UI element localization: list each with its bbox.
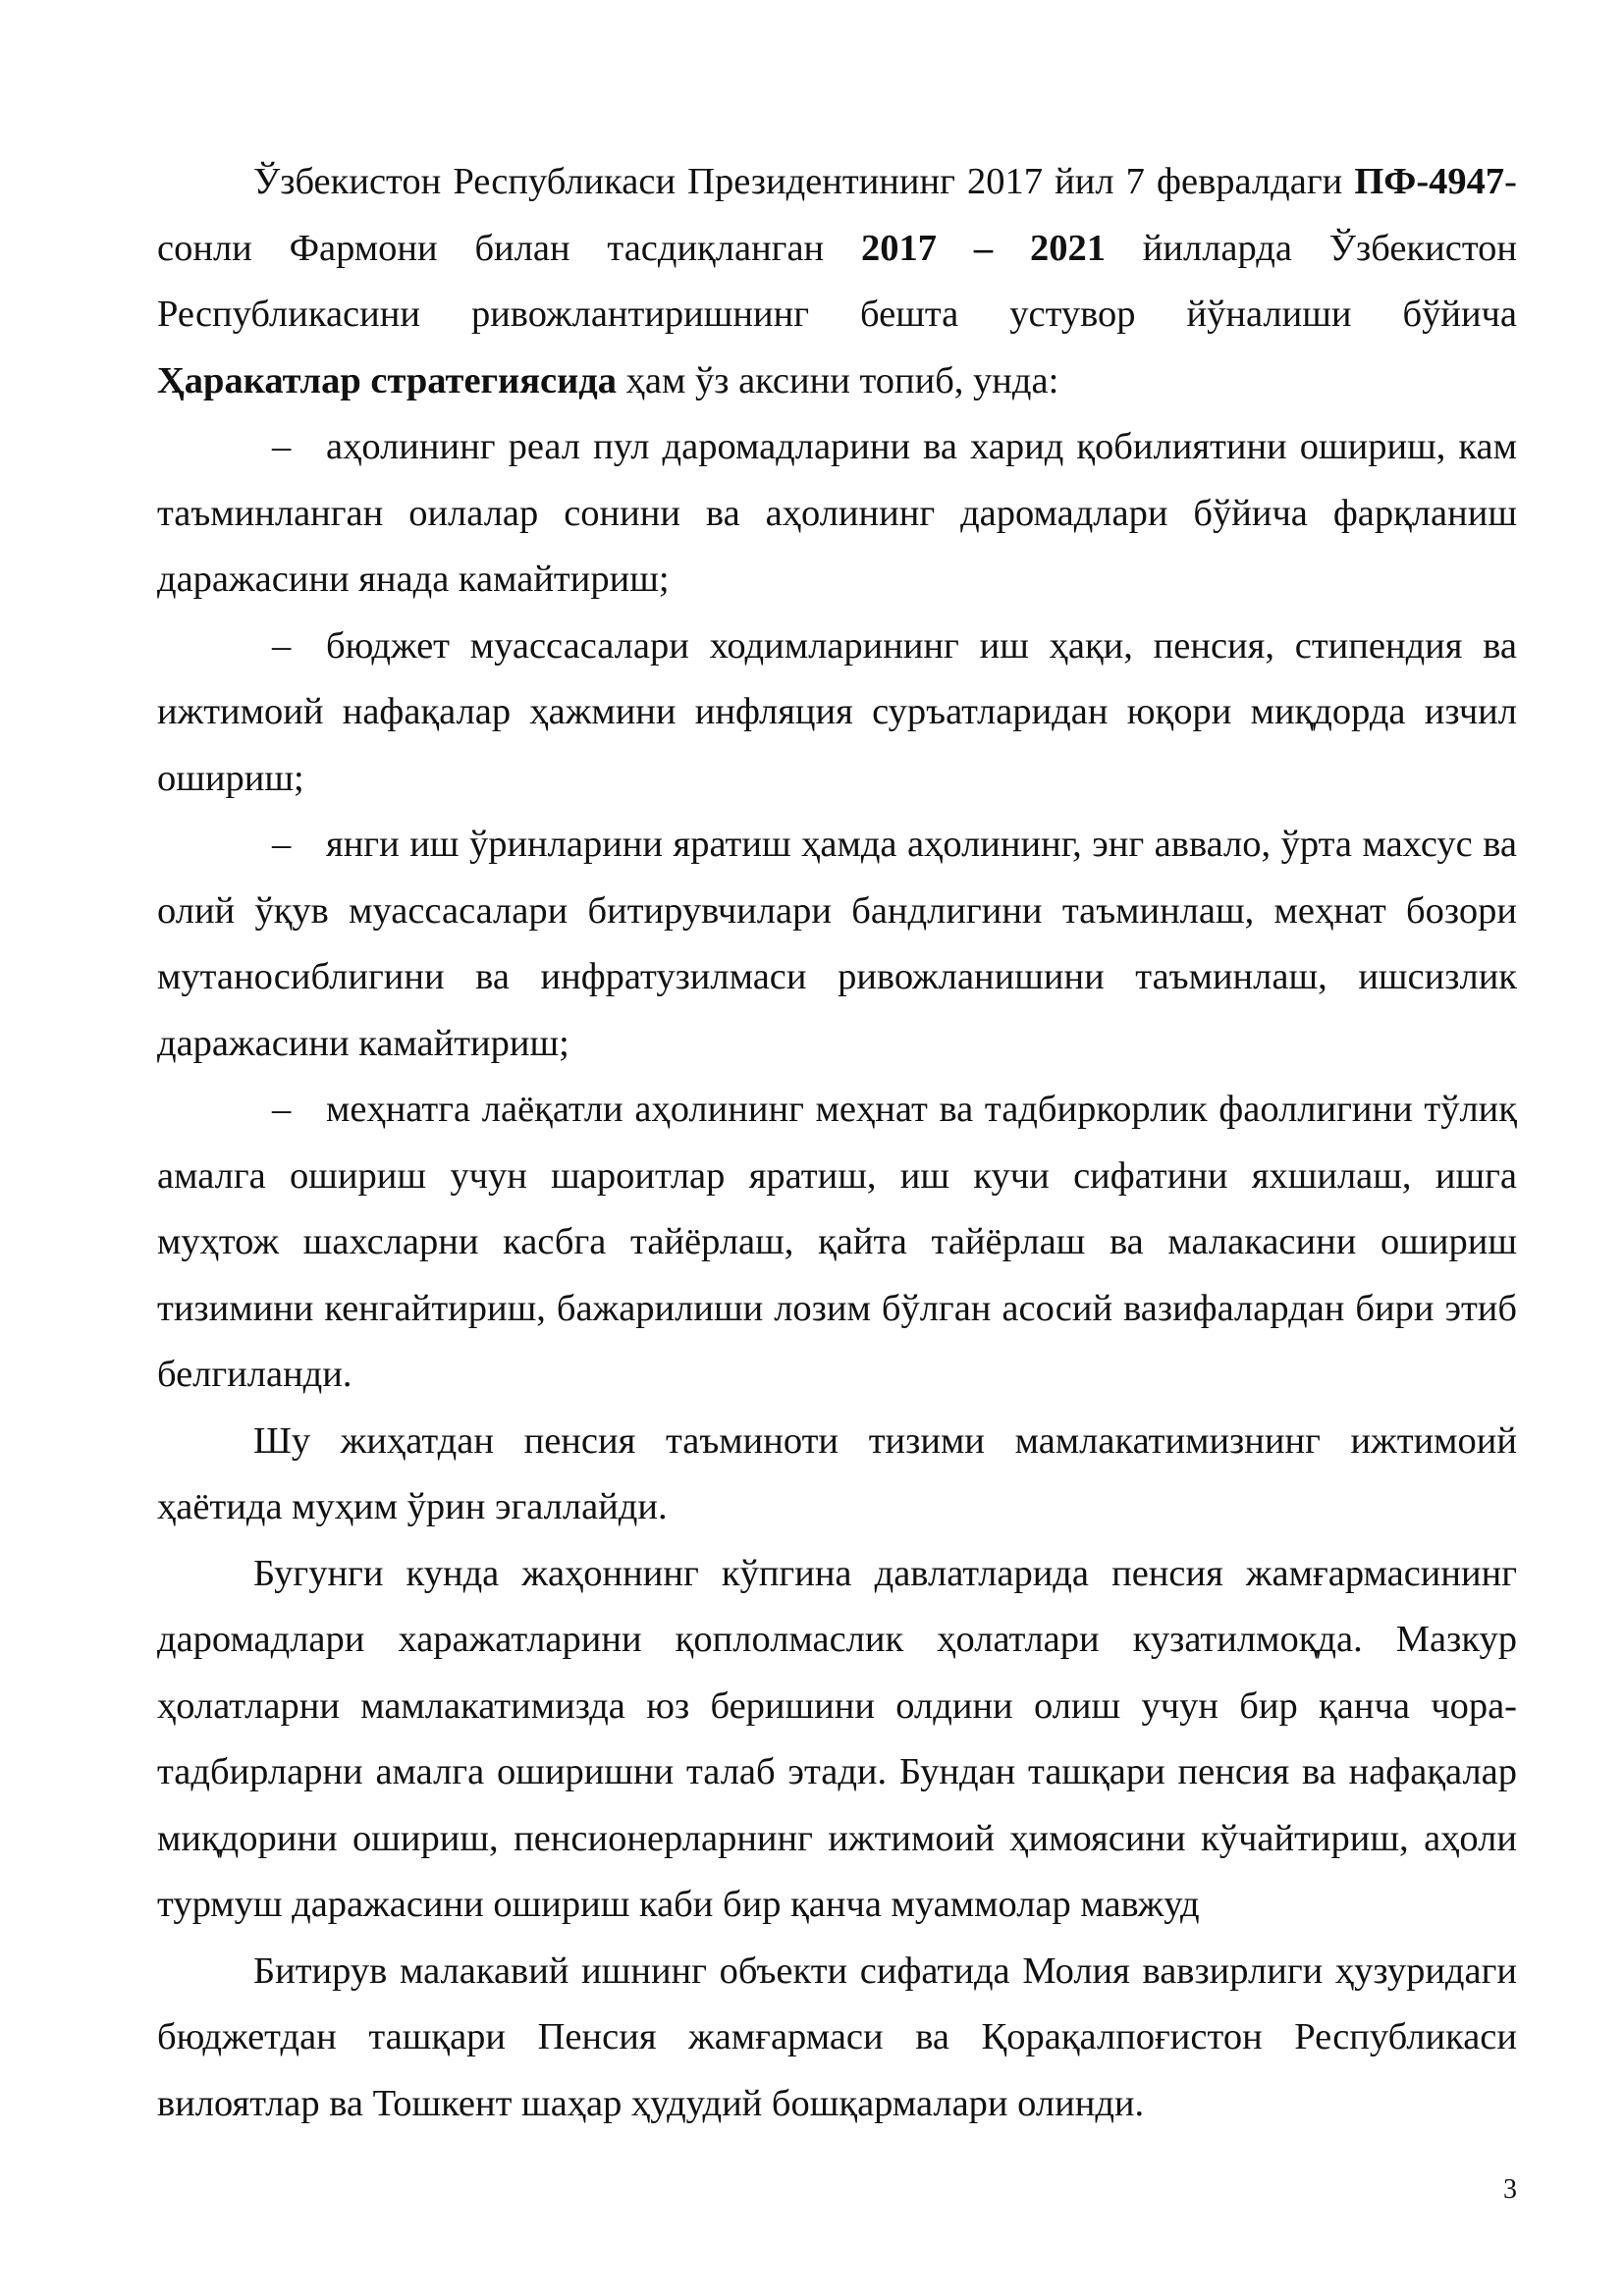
page-number: 3 <box>1503 2174 1517 2205</box>
list-item-text: янги иш ўринларини яратиш ҳамда аҳолининг, энг аввало, ўрта махсус ва олий ўқув муассасалари битирувчилари бандлигини таъминлаш, меҳнат бозори мутаносиблигини ва инфратузилмаси ривожланишини таъминлаш, ишсизлик даражасини камайтириш; <box>157 824 1517 1064</box>
body-paragraph: Шу жиҳатдан пенсия таъминоти тизими мамлакатимизнинг ижтимоий ҳаётида муҳим ўрин эгаллайди. <box>157 1419 1517 1527</box>
list-dash: – <box>272 1089 292 1130</box>
body-paragraph: Битирув малакавий ишнинг объекти сифатида Молия вавзирлиги ҳузуридаги бюджетдан ташқари Пенсия жамғармаси ва Қорақалпоғистон Республикаси вилоятлар ва Тошкент шаҳар ҳудудий бошқармалари олинди. <box>157 1949 1517 2124</box>
list-dash: – <box>272 426 292 467</box>
intro-paragraph <box>157 149 1517 414</box>
list-item <box>157 414 1517 614</box>
list-item <box>157 812 1517 1077</box>
decree-number: ПФ-4947 <box>1354 161 1505 202</box>
list-item-text: бюджет муассасалари ходимларининг иш ҳақи, пенсия, стипендия ва ижтимоий нафақалар ҳажмини инфляция суръатларидан юқори миқдорда изчил ошириш; <box>157 624 1517 799</box>
list-dash: – <box>272 824 292 865</box>
intro-text-1: Ўзбекистон Республикаси Президентининг 2017 йил 7 февралдаги <box>253 161 1355 202</box>
list-item <box>157 1077 1517 1409</box>
document-body <box>157 149 1517 2137</box>
body-paragraph: Бугунги кунда жаҳоннинг кўпгина давлатларида пенсия жамғармасининг даромадлари харажатларини қоплолмаслик ҳолатлари кузатилмоқда. Мазкур ҳолатларни мамлакатимизда юз беришини олдини олиш учун бир қанча чора-тадбирларни амалга оширишни талаб этади. Бундан ташқари пенсия ва нафақалар миқдорини ошириш, пенсионерларнинг ижтимоий ҳимоясини кўчайтириш, аҳоли турмуш даражасини ошириш каби бир қанча муаммолар мавжуд <box>157 1552 1517 1925</box>
list-item-text: аҳолининг реал пул даромадларини ва харид қобилиятини ошириш, кам таъминланган оилалар сонини ва аҳолининг даромадлари бўйича фарқланиш даражасини янада камайтириш; <box>157 426 1517 600</box>
list-item-text: меҳнатга лаёқатли аҳолининг меҳнат ва тадбиркорлик фаоллигини тўлиқ амалга ошириш учун шароитлар яратиш, иш кучи сифатини яхшилаш, ишга муҳтож шахсларни касбга тайёрлаш, қайта тайёрлаш ва малакасини ошириш тизимини кенгайтириш, бажарилиши лозим бўлган асосий вазифалардан бири этиб белгиланди. <box>157 1089 1517 1395</box>
list-dash: – <box>272 624 292 667</box>
intro-text-2: -сонли Фармони билан тасдиқланган <box>157 161 1517 269</box>
intro-text-4: ҳам ўз аксини топиб, унда: <box>617 359 1059 401</box>
intro-text-3: йилларда Ўзбекистон Республикасини ривожлантиришнинг бешта устувор йўналиши бўйича <box>157 227 1517 335</box>
strategy-years: 2017 – 2021 <box>861 227 1106 269</box>
list-item <box>157 614 1517 813</box>
strategy-title: Ҳаракатлар стратегиясида <box>157 359 618 401</box>
